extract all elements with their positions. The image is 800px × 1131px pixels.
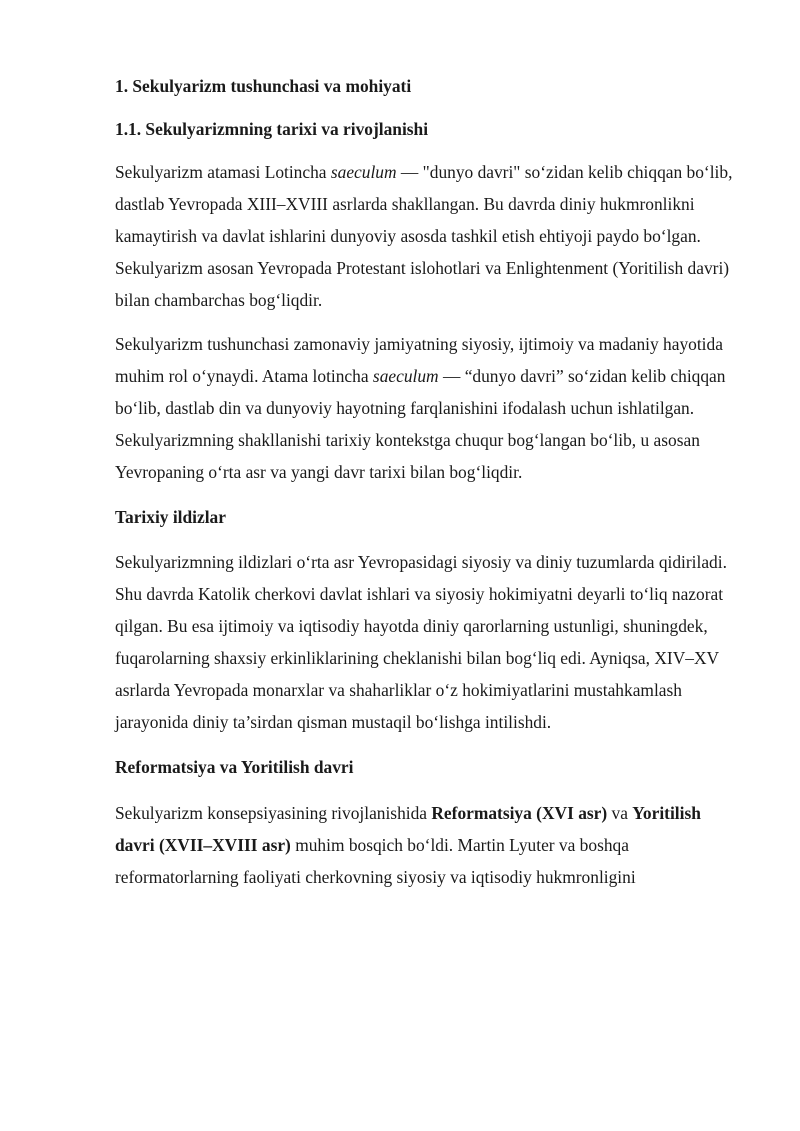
document-page: [115, 70, 740, 893]
subsection-heading: 1.1. Sekulyarizmning tarixi va rivojlanishi: [115, 119, 429, 139]
paragraph-4: [115, 797, 740, 893]
paragraph-4-text-c: muhim bosqich bo‘ldi. Martin Lyuter va boshqa reformatorlarning faoliyati cherkovning siyosiy va iqtisodiy hukmronligini: [115, 835, 636, 887]
paragraph-3: Sekulyarizmning ildizlari o‘rta asr Yevropasidagi siyosiy va diniy tuzumlarda qidiriladi. Shu davrda Katolik cherkovi davlat ishlari va siyosiy hokimiyatni deyarli to‘liq nazorat qilgan. Bu esa ijtimoiy va iqtisodiy hayotda diniy qarorlarning ustunligi, shuningdek, fuqarolarning shaxsiy erkinliklarining cheklanishi bilan bog‘liq edi. Ayniqsa, XIV–XV asrlarda Yevropada monarxlar va shaharliklar o‘z hokimiyatlarini mustahkamlash jarayonida diniy ta’sirdan qisman mustaqil bo‘lishga intilishdi.: [115, 552, 727, 732]
section-heading: 1. Sekulyarizm tushunchasi va mohiyati: [115, 76, 412, 96]
paragraph-1: [115, 156, 740, 316]
paragraph-2-text-a: Sekulyarizm tushunchasi zamonaviy jamiyatning siyosiy, ijtimoiy va madaniy hayotida muhim rol o‘ynaydi. Atama lotincha: [115, 334, 723, 386]
paragraph-1-text-a: Sekulyarizm atamasi Lotincha: [115, 162, 331, 182]
heading-tarixiy-ildizlar: Tarixiy ildizlar: [115, 507, 226, 527]
heading-reformatsiya: Reformatsiya va Yoritilish davri: [115, 757, 354, 777]
paragraph-4-text-a: Sekulyarizm konsepsiyasining rivojlanishida: [115, 803, 432, 823]
paragraph-1-italic-term: saeculum: [330, 162, 397, 182]
paragraph-1-text-b: — "dunyo davri" so‘zidan kelib chiqqan bo‘lib, dastlab Yevropada XIII–XVIII asrlarda shakllangan. Bu davrda diniy hukmronlikni kamaytirish va davlat ishlarini dunyoviy asosda tashkil etish ehtiyoji paydo bo‘lgan. Sekulyarizm asosan Yevropada Protestant islohotlari va Enlightenment (Yoritilish davri) bilan chambarchas bog‘liqdir.: [115, 162, 733, 310]
paragraph-4-bold-yoritilish: Yoritilish davri (XVII–XVIII asr): [115, 803, 701, 855]
paragraph-2-text-b: — “dunyo davri” so‘zidan kelib chiqqan bo‘lib, dastlab din va dunyoviy hayotning farqlanishini ifodalash uchun ishlatilgan. Sekulyarizmning shakllanishi tarixiy kontekstga chuqur bog‘langan bo‘lib, u asosan Yevropaning o‘rta asr va yangi davr tarixi bilan bog‘liqdir.: [115, 366, 726, 482]
paragraph-2-italic-term: saeculum: [372, 366, 439, 386]
paragraph-4-bold-reformatsiya: Reformatsiya (XVI asr): [431, 803, 608, 823]
paragraph-4-text-b: va: [607, 803, 633, 823]
paragraph-2: [115, 328, 740, 488]
